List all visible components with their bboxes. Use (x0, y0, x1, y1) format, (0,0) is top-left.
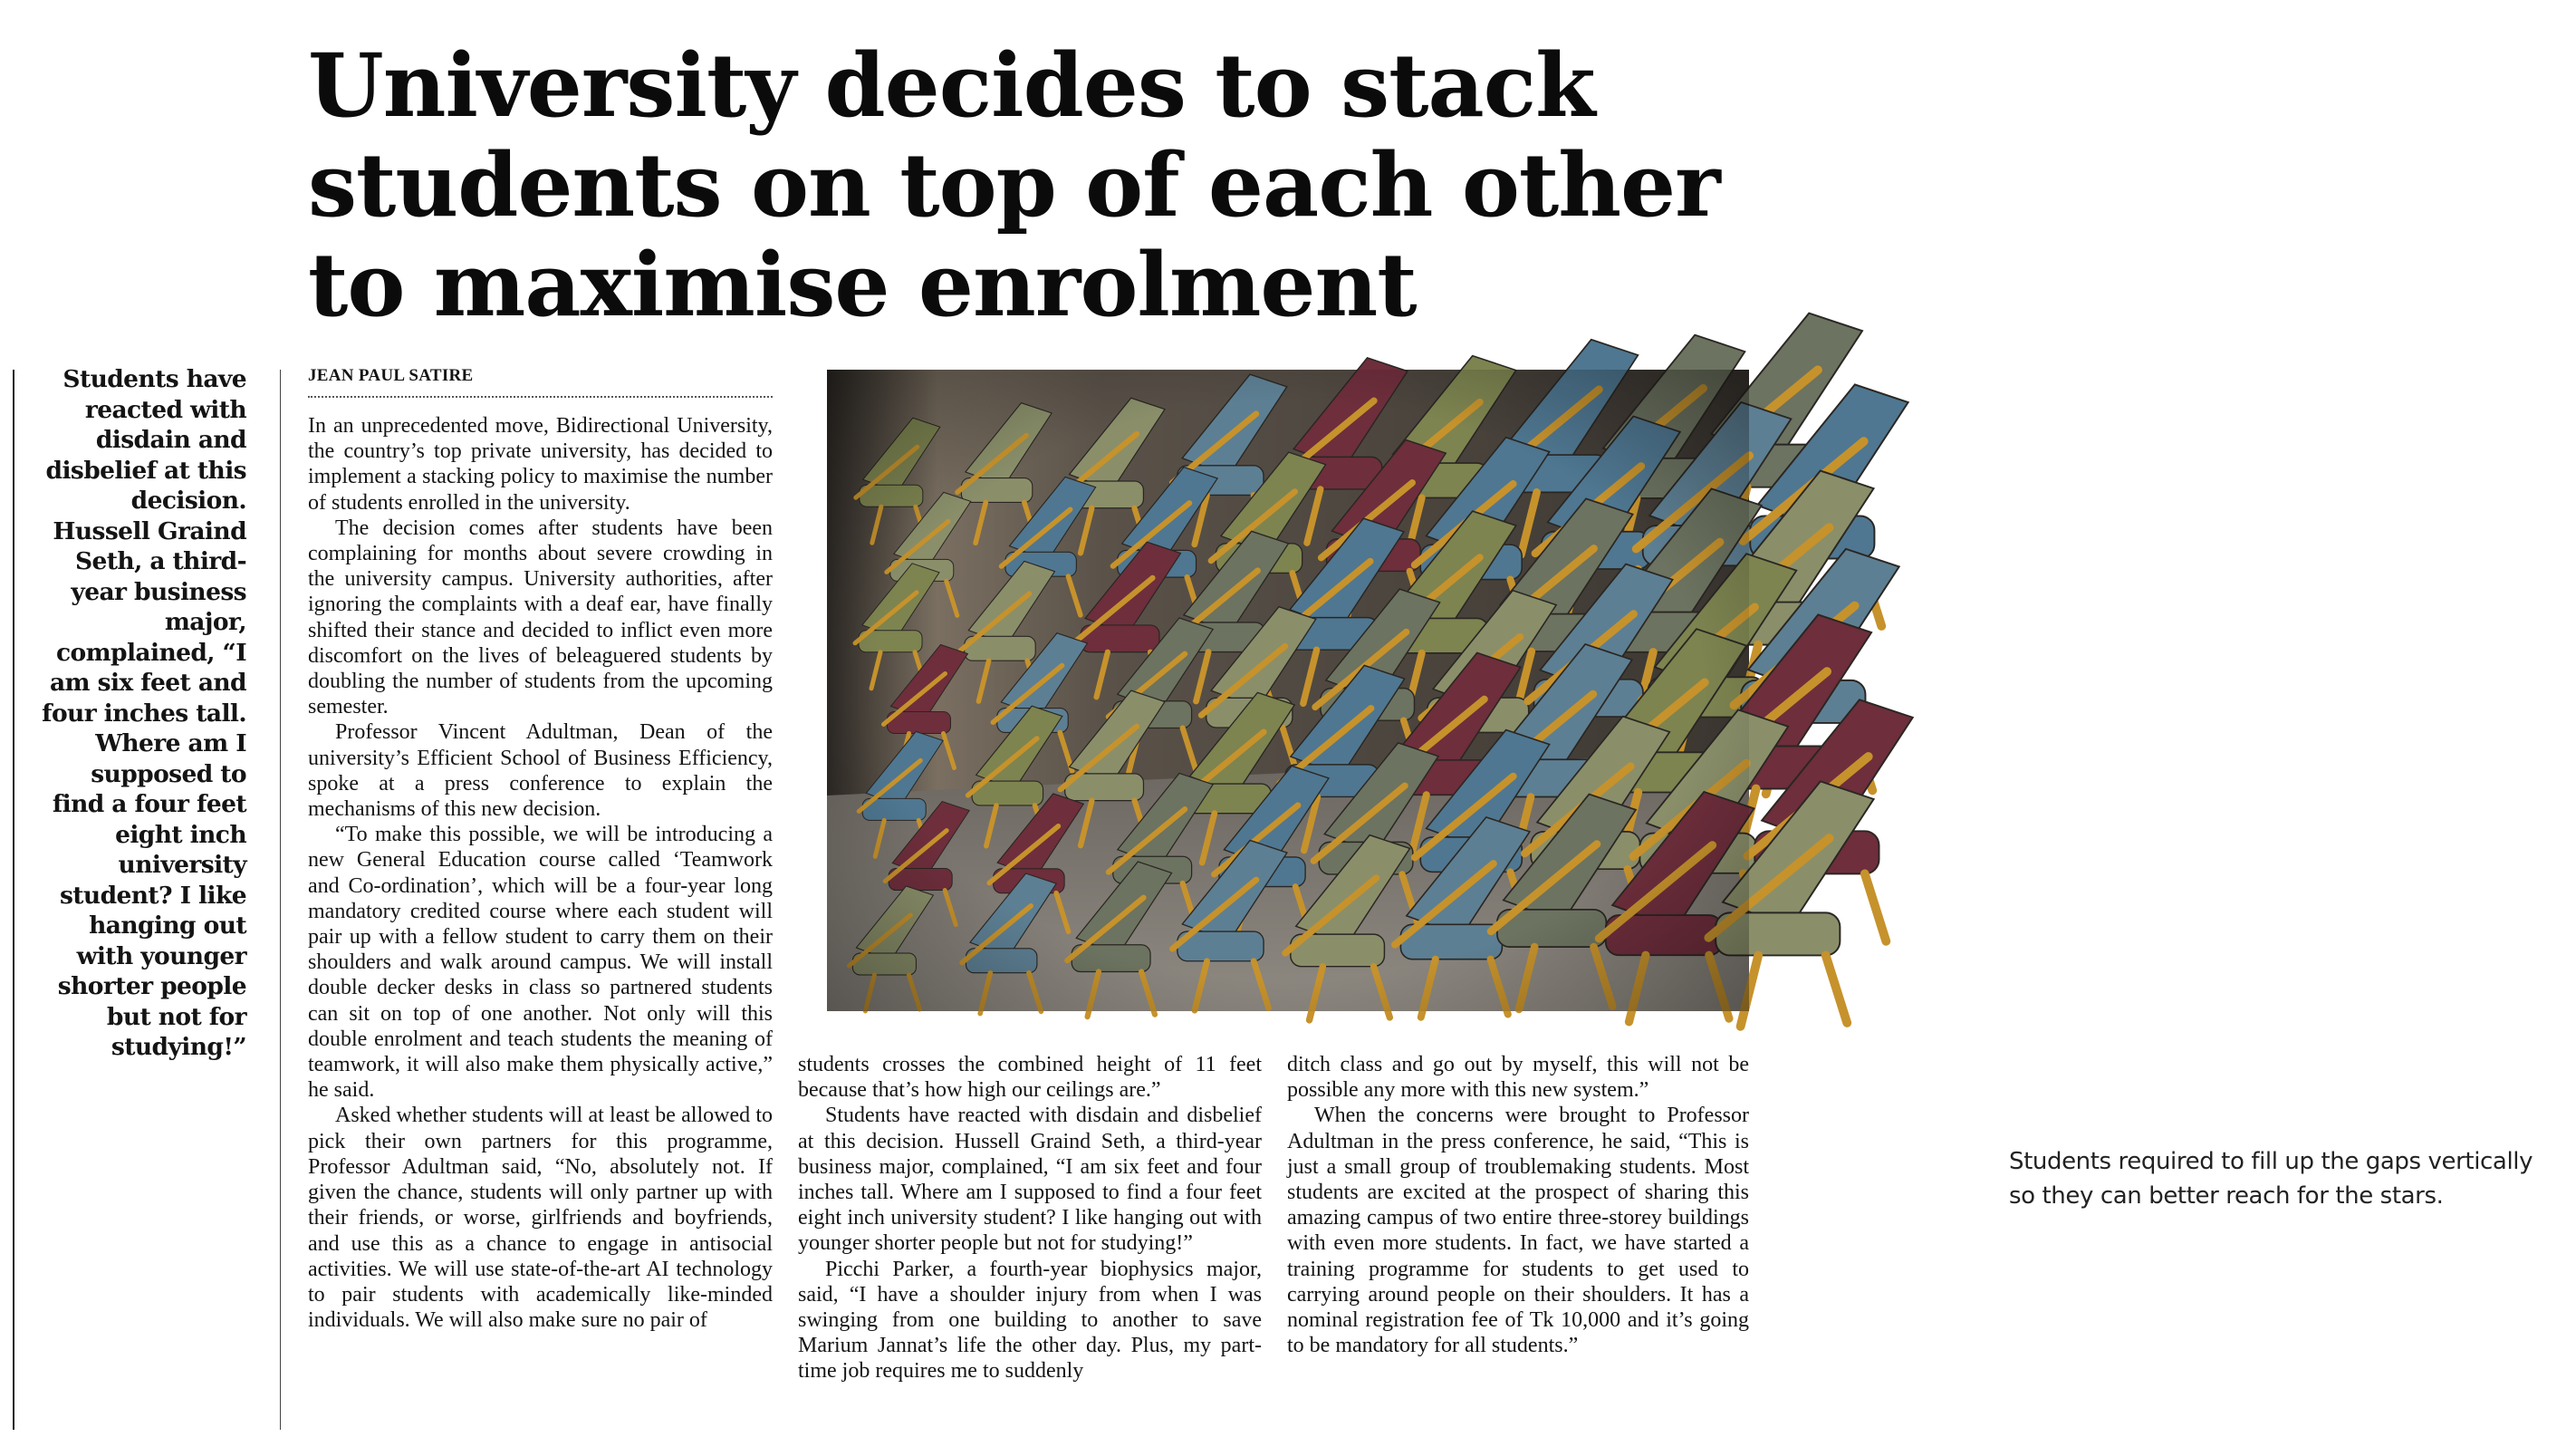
paragraph: Students have reacted with disdain and disbelief at this decision. Hussell Graind Seth, a third-year business major, complained, “I am six feet and four inches tall. Where am I supposed to find a four feet eight inch university student? I like hanging out with younger shorter people but not for studying!” (798, 1104, 1262, 1256)
headline-line-3: to maximise enrolment (308, 234, 1417, 336)
headline-line-1: University decides to stack (308, 34, 1595, 137)
byline-dotted-rule (308, 396, 773, 398)
left-margin-rule (13, 370, 14, 1430)
paragraph: The decision comes after students have been complaining for months about severe crowding in the university campus. University authorities, after ignoring the complaints with a deaf ear, have finally shifted their stance and decided to inflict even more discomfort on the lives of beleaguered students by doubling the number of students from the upcoming semester. (308, 516, 773, 719)
paragraph: Asked whether students will at least be allowed to pick their own partners for this programme, Professor Adultman said, “No, absolutely not. If given the chance, students will only partner up with their friends, or worse, girlfriends and boyfriends, and use this as a chance to engage in antisocial activities. We will use state-of-the-art AI technology to pair students with academically like-minded individuals. We will also make sure no pair of (308, 1104, 773, 1333)
caption-line-2: so they can better reach for the stars. (2009, 1182, 2444, 1210)
paragraph: In an unprecedented move, Bidirectional University, the country’s top private university, has decided to implement a stacking policy to maximise the number of students enrolled in the university. (308, 414, 773, 515)
article-column-3 (1287, 1052, 1749, 1358)
byline: JEAN PAUL SATIRE (308, 366, 474, 385)
paragraph: “To make this possible, we will be introducing a new General Education course called ‘Teamwork and Co-ordination’, which will be a four-year long mandatory credited course where each student will pair up with a fellow student to carry them on their shoulders and walk around campus. We will install double decker desks in class so partnered students can sit on top of one another. Not only will this double enrolment and teach students the meaning of teamwork, it will also make them physically active,” he said. (308, 823, 773, 1103)
pull-quote: Students have reacted with disdain and disbelief at this decision. Hussell Graind Seth, a third-year business major, complained, “I am six feet and four inches tall. Where am I supposed to find a four feet eight inch university student? I like hanging out with younger shorter people but not for studying!” (42, 365, 246, 1061)
paragraph: ditch class and go out by myself, this will not be possible any more with this new system.” (1287, 1053, 1749, 1103)
paragraph: students crosses the combined height of 11 feet because that’s how high our ceilings are.” (798, 1053, 1262, 1103)
caption-line-1: Students required to fill up the gaps vertically (2009, 1148, 2533, 1175)
headline (308, 36, 1739, 335)
paragraph: Professor Vincent Adultman, Dean of the university’s Efficient School of Business Efficiency, spoke at a press conference to explain the mechanisms of this new decision. (308, 720, 773, 822)
column-divider (280, 370, 281, 1430)
article-column-2 (798, 1052, 1262, 1384)
article-column-1 (308, 413, 773, 1333)
stacked-chairs-image (827, 370, 1749, 1011)
paragraph: When the concerns were brought to Professor Adultman in the press conference, he said, “This is just a small group of troublemaking students. Most students are excited at the prospect of sharing this amazing campus of two entire three-storey buildings with even more students. In fact, we have started a training programme for students to get used to carrying around people on their shoulders. It has a nominal registration fee of Tk 10,000 and it’s going to be mandatory for all students.” (1287, 1104, 1749, 1358)
paragraph: Picchi Parker, a fourth-year biophysics major, said, “I have a shoulder injury from when I was swinging from one building to another to save Marium Jannat’s life the other day. Plus, my part-time job requires me to suddenly (798, 1257, 1262, 1384)
headline-line-2: students on top of each other (308, 134, 1720, 236)
photo-caption (1955, 1135, 2576, 1226)
